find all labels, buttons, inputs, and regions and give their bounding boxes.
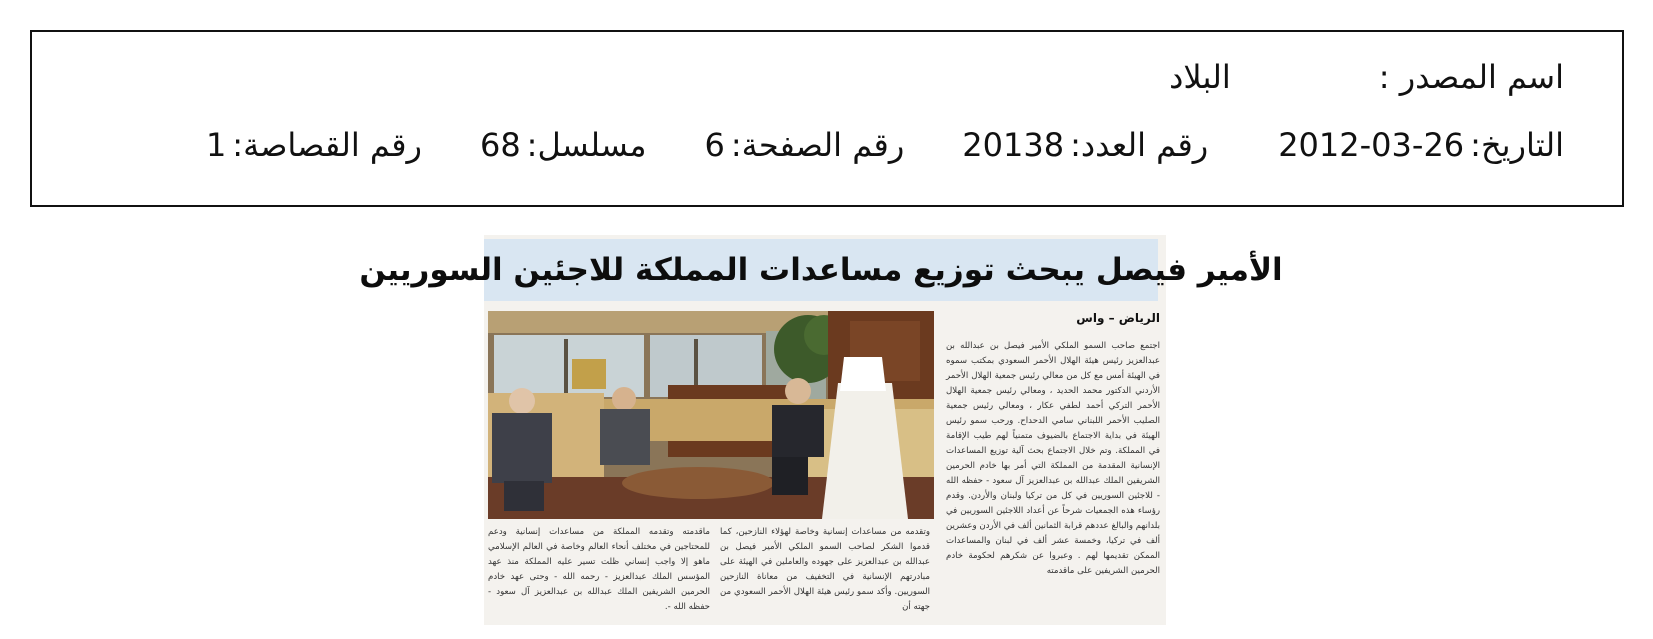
clip-label: رقم القصاصة: bbox=[232, 126, 422, 164]
meeting-photo bbox=[488, 311, 934, 519]
headline-banner bbox=[359, 239, 1283, 301]
article-body-left: ماقدمته وتقدمه المملكة من مساعدات إنسانية ودعم للمحتاجين في مختلف أنحاء العالم وخاصة في العالم الإسلامي ماهو إلا واجب إنساني ظلت تسير عليه المملكة منذ عهد المؤسس الملك عبدالعزيز - رحمه الله - وحتى عهد خادم الحرمين الشريفين الملك عبدالله بن عبدالعزيز آل سعود - حفظه الله -. bbox=[488, 527, 710, 612]
serial-value: 68 bbox=[479, 126, 521, 164]
issue-field bbox=[962, 126, 1208, 164]
source-label: اسم المصدر : bbox=[1378, 58, 1564, 96]
metadata-row bbox=[206, 126, 1564, 164]
page-value: 6 bbox=[704, 126, 725, 164]
article-right-column bbox=[946, 311, 1160, 621]
article-headline: الأمير فيصل يبحث توزيع مساعدات المملكة للاجئين السوريين bbox=[359, 252, 1283, 288]
page-field bbox=[705, 126, 905, 164]
newspaper-clipping bbox=[359, 235, 1283, 625]
clipping-header-box bbox=[30, 30, 1624, 207]
page-label: رقم الصفحة: bbox=[730, 126, 905, 164]
serial-field bbox=[480, 126, 647, 164]
article-body-middle: وتقدمه من مساعدات إنسانية وخاصة لهؤلاء النازحين، كما قدموا الشكر لصاحب السمو الملكي الأمير فيصل بن عبدالله بن عبدالعزيز على جهوده والعاملين في الهيئة على مبادرتهم الإنسانية في التخفيف من معاناة النازحين السوريين. وأكد سمو رئيس هيئة الهلال الأحمر السعودي من جهته أن bbox=[720, 527, 930, 612]
article-dateline: الرياض – واس bbox=[1076, 311, 1160, 325]
meeting-photo-illustration bbox=[488, 311, 934, 519]
source-row bbox=[1169, 58, 1564, 96]
date-value: 2012-03-26 bbox=[1278, 126, 1465, 164]
source-value: البلاد bbox=[1169, 58, 1231, 96]
issue-label: رقم العدد: bbox=[1070, 126, 1209, 164]
article-body-right: اجتمع صاحب السمو الملكي الأمير فيصل بن عبدالله بن عبدالعزيز رئيس هيئة الهلال الأحمر السعودي بمكتب سموه في الهيئة أمس مع كل من معالي رئيس جمعية الهلال الأحمر الأردني الدكتور محمد الحديد ، ومعالي رئيس جمعية الهلال الأحمر التركي أحمد لطفي عكار ، ومعالي رئيس جمعية الصليب الأحمر اللبناني سامي الدحداح. ورحب سمو رئيس الهيئة في بداية الاجتماع بالضيوف متمنياً لهم طيب الإقامة في المملكة. وتم خلال الاجتماع بحث آلية توزيع المساعدات الإنسانية المقدمة من المملكة التي أمر بها خادم الحرمين الشريفين الملك عبدالله بن عبدالعزيز آل سعود - حفظه الله - للاجئين السوريين في كل من تركيا ولبنان والأردن. وقدم رؤساء هذه الجمعيات شرحاً عن أعداد اللاجئين السوريين في بلدانهم والبالغ عددهم قرابة الثمانين ألف في الأردن وعشرين ألف في تركيا، وخمسة عشر ألف في لبنان والمساعدات الممكن تقديمها لهم . وعبروا عن شكرهم لحكومة خادم الحرمين الشريفين على ماقدمته bbox=[946, 341, 1160, 576]
clip-value: 1 bbox=[205, 126, 227, 164]
date-label: التاريخ: bbox=[1470, 126, 1564, 164]
serial-label: مسلسل: bbox=[526, 126, 647, 164]
issue-value: 20138 bbox=[962, 126, 1065, 164]
date-field bbox=[1278, 126, 1564, 164]
clip-field bbox=[206, 126, 422, 164]
